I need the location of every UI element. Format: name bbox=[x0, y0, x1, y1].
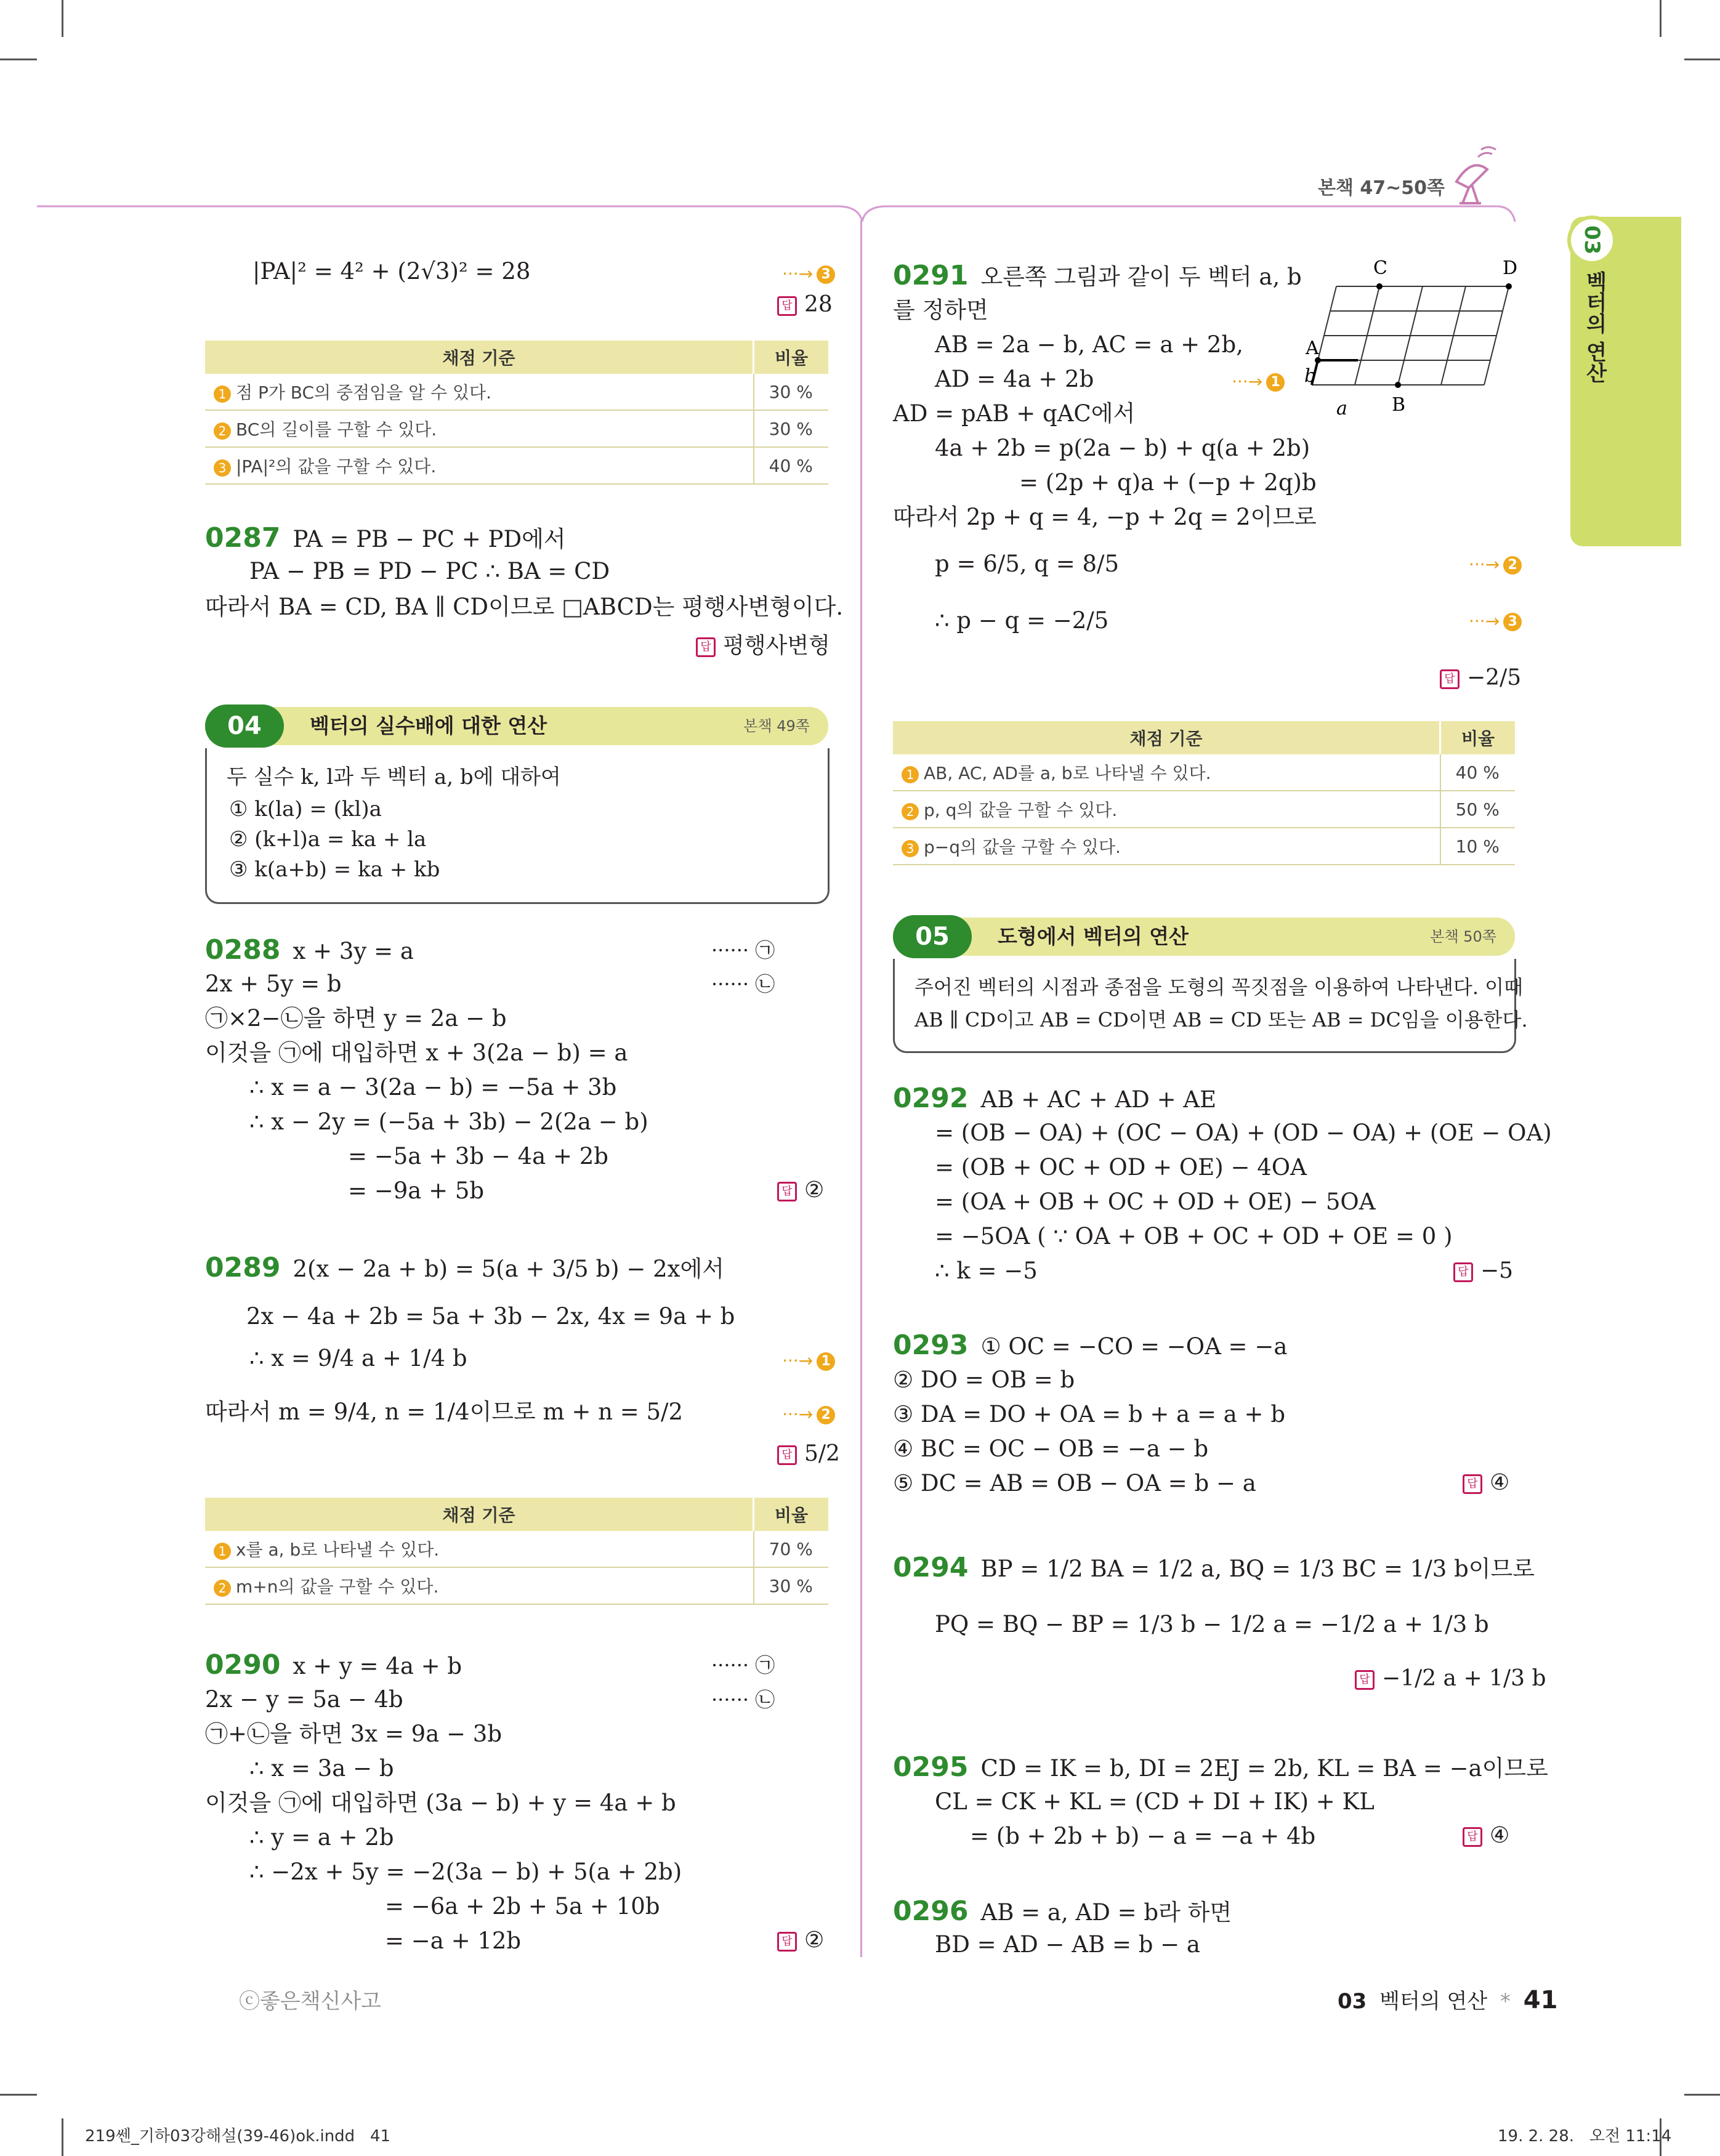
solution-line: ⑤ DC = AB = OB − OA = b − a bbox=[893, 1470, 1256, 1496]
concept-line: ③ k(a+b) = ka + kb bbox=[229, 857, 440, 882]
table-header-ratio: 비율 bbox=[754, 1498, 829, 1531]
answer: 답 −2/5 bbox=[1440, 665, 1521, 690]
score-mark: ···→ 2 bbox=[1469, 554, 1522, 575]
table-row: 2 m+n의 값을 구할 수 있다. 30 % bbox=[205, 1567, 828, 1604]
solution-line: |PA|² = 4² + (2√3)² = 28 bbox=[252, 258, 531, 285]
type-title: 도형에서 벡터의 연산 bbox=[998, 924, 1189, 948]
solution-line: = −9a + 5b bbox=[348, 1177, 485, 1204]
scoring-table bbox=[205, 1498, 828, 1605]
score-mark: ···→ 1 bbox=[782, 1351, 835, 1371]
solution-line: 4a + 2b = p(2a − b) + q(a + 2b) bbox=[935, 435, 1310, 461]
answer: 답 평행사변형 bbox=[696, 628, 830, 660]
type-page-ref: 본책 50쪽 bbox=[1430, 928, 1496, 945]
solution-line: 이것을 ㉠에 대입하면 (3a − b) + y = 4a + b bbox=[205, 1790, 676, 1816]
solution-line: = (b + 2b + b) − a = −a + 4b bbox=[970, 1823, 1316, 1849]
problem-0288: 0288 x + 3y = a bbox=[205, 934, 414, 966]
type-badge: 05 bbox=[893, 915, 972, 958]
solution-line: = −5a + 3b − 4a + 2b bbox=[348, 1143, 608, 1169]
answer: 답 −5 bbox=[1453, 1258, 1513, 1283]
solution-line: 2x − 4a + 2b = 5a + 3b − 2x, 4x = 9a + b bbox=[246, 1303, 735, 1330]
table-header-criteria: 채점 기준 bbox=[205, 341, 754, 374]
solution-line: ∴ −2x + 5y = −2(3a − b) + 5(a + 2b) bbox=[249, 1859, 682, 1885]
solution-line: 2x + 5y = b bbox=[205, 971, 342, 997]
crop-mark bbox=[1684, 59, 1720, 60]
type-badge: 04 bbox=[205, 705, 284, 748]
chapter-side-title: 벡터의 연산 bbox=[1582, 271, 1607, 383]
crop-mark bbox=[0, 59, 37, 60]
solution-line: ② DO = OB = b bbox=[893, 1367, 1075, 1393]
problem-0296: 0296 AB = a, AD = b라 하면 bbox=[893, 1896, 1232, 1927]
solution-line: BD = AD − AB = b − a bbox=[935, 1931, 1200, 1958]
figure-label: B bbox=[1392, 394, 1406, 416]
answer: 답 ④ bbox=[1463, 1823, 1509, 1848]
solution-line: ㉠+㉡을 하면 3x = 9a − 3b bbox=[205, 1721, 503, 1747]
column-divider bbox=[860, 220, 862, 1957]
crop-mark bbox=[0, 2094, 37, 2096]
type-banner-04 bbox=[205, 707, 828, 745]
type-title: 벡터의 실수배에 대한 연산 bbox=[310, 714, 547, 738]
table-row: 3 |PA|²의 값을 구할 수 있다. 40 % bbox=[205, 447, 828, 484]
solution-line: p = 6/5, q = 8/5 bbox=[935, 551, 1120, 577]
figure-label: A bbox=[1306, 337, 1319, 359]
table-header-ratio: 비율 bbox=[754, 341, 829, 374]
problem-0293: 0293 ① OC = −CO = −OA = −a bbox=[893, 1330, 1288, 1361]
table-row: 3 p−q의 값을 구할 수 있다. 10 % bbox=[893, 828, 1515, 865]
solution-line: ㉠×2−㉡을 하면 y = 2a − b bbox=[205, 1005, 507, 1032]
page-number: 41 bbox=[1523, 1986, 1558, 2014]
solution-line: ④ BC = OC − OB = −a − b bbox=[893, 1435, 1209, 1462]
solution-line: PA − PB = PD − PC ∴ BA = CD bbox=[249, 558, 610, 584]
solution-line: PQ = BQ − BP = 1/3 b − 1/2 a = −1/2 a + 1/3 b bbox=[935, 1611, 1489, 1637]
vector-grid-figure bbox=[1306, 256, 1527, 428]
answer: 답 ④ bbox=[1463, 1470, 1509, 1495]
solution-line: ∴ x = 9/4 a + 1/4 b bbox=[249, 1345, 467, 1371]
answer: 답 ② bbox=[777, 1928, 824, 1953]
concept-line: ① k(la) = (kl)a bbox=[229, 797, 382, 822]
table-header-ratio: 비율 bbox=[1440, 721, 1516, 754]
solution-line: = (OB + OC + OD + OE) − 4OA bbox=[935, 1154, 1307, 1181]
problem-0292: 0292 AB + AC + AD + AE bbox=[893, 1083, 1217, 1114]
figure-label: a bbox=[1336, 398, 1347, 419]
solution-line: = −5OA ( ∵ OA + OB + OC + OD + OE = 0 ) bbox=[935, 1223, 1453, 1250]
solution-line: CL = CK + KL = (CD + DI + IK) + KL bbox=[935, 1788, 1375, 1815]
header-rule bbox=[37, 197, 1521, 222]
concept-line: AB ∥ CD이고 AB = CD이면 AB = CD 또는 AB = DC임을 이용한다. bbox=[915, 1008, 1528, 1032]
solution-line: = (2p + q)a + (−p + 2q)b bbox=[1019, 469, 1317, 496]
problem-0291: 0291 오른쪽 그림과 같이 두 벡터 a, b bbox=[893, 260, 1302, 291]
solution-line: AD = pAB + qAC에서 bbox=[893, 400, 1136, 427]
solution-line: = −6a + 2b + 5a + 10b bbox=[385, 1893, 660, 1920]
table-row: 2 p, q의 값을 구할 수 있다. 50 % bbox=[893, 791, 1515, 828]
solution-line: = (OA + OB + OC + OD + OE) − 5OA bbox=[935, 1189, 1376, 1215]
table-row: 1 점 P가 BC의 중점임을 알 수 있다. 30 % bbox=[205, 374, 828, 410]
answer: 답 28 bbox=[777, 292, 833, 317]
crop-mark bbox=[62, 0, 63, 37]
copyright: ⓒ좋은책신사고 bbox=[239, 1989, 382, 2014]
problem-0295: 0295 CD = IK = b, DI = 2EJ = 2b, KL = BA = −a이므로 bbox=[893, 1751, 1548, 1783]
crop-mark bbox=[62, 2118, 63, 2156]
solution-line: ∴ x − 2y = (−5a + 3b) − 2(2a − b) bbox=[249, 1108, 648, 1135]
figure-label: b bbox=[1304, 365, 1317, 387]
equation-tag: ······ ㉡ bbox=[711, 1688, 775, 1711]
page-range: 본책 47~50쪽 bbox=[1318, 177, 1445, 199]
solution-line: 따라서 m = 9/4, n = 1/4이므로 m + n = 5/2 bbox=[205, 1399, 684, 1425]
scoring-table bbox=[205, 341, 828, 485]
concept-line: 두 실수 k, l과 두 벡터 a, b에 대하여 bbox=[227, 765, 561, 789]
table-header-criteria: 채점 기준 bbox=[893, 721, 1440, 754]
crop-mark bbox=[1684, 2094, 1720, 2096]
date-slug: 19. 2. 28. 오전 11:14 bbox=[1498, 2127, 1672, 2146]
table-header-criteria: 채점 기준 bbox=[205, 1498, 754, 1531]
concept-line: 주어진 벡터의 시점과 종점을 도형의 꼭짓점을 이용하여 나타낸다. 이때 bbox=[915, 975, 1523, 999]
solution-line: AB = 2a − b, AC = a + 2b, bbox=[935, 331, 1243, 358]
problem-0294: 0294 BP = 1/2 BA = 1/2 a, BQ = 1/3 BC = 1/3 b이므로 bbox=[893, 1552, 1535, 1583]
solution-line: ③ DA = DO + OA = b + a = a + b bbox=[893, 1401, 1286, 1427]
solution-line: AD = 4a + 2b bbox=[935, 366, 1094, 392]
answer: 답 ② bbox=[777, 1177, 824, 1203]
equation-tag: ······ ㉠ bbox=[711, 1653, 775, 1677]
type-banner-05 bbox=[893, 918, 1515, 956]
score-mark: ···→ 1 bbox=[1232, 371, 1285, 392]
equation-tag: ······ ㉠ bbox=[711, 939, 775, 962]
equation-tag: ······ ㉡ bbox=[711, 972, 775, 996]
footer-dot: * bbox=[1500, 1989, 1511, 2014]
footer-title: 벡터의 연산 bbox=[1379, 1989, 1488, 2014]
solution-line: = (OB − OA) + (OC − OA) + (OD − OA) + (OE − OA) bbox=[935, 1120, 1552, 1146]
problem-0290: 0290 x + y = 4a + b bbox=[205, 1649, 462, 1681]
chapter-number-badge: 03 bbox=[1567, 216, 1617, 265]
solution-line: = −a + 12b bbox=[385, 1928, 522, 1954]
score-mark: ···→ 3 bbox=[1469, 611, 1522, 631]
score-mark: ···→ 2 bbox=[782, 1404, 835, 1424]
problem-0289: 0289 2(x − 2a + b) = 5(a + 3/5 b) − 2x에서 bbox=[205, 1252, 725, 1283]
table-row: 2 BC의 길이를 구할 수 있다. 30 % bbox=[205, 410, 828, 447]
crop-mark bbox=[1660, 0, 1661, 37]
file-slug: 219쎈_기하03강해설(39-46)ok.indd 41 bbox=[85, 2127, 391, 2146]
answer: 답 5/2 bbox=[777, 1441, 840, 1466]
page-footer bbox=[1338, 1984, 1557, 2014]
solution-line: ∴ x = a − 3(2a − b) = −5a + 3b bbox=[249, 1074, 617, 1100]
solution-line: ∴ p − q = −2/5 bbox=[935, 607, 1109, 634]
problem-0287: 0287 PA = PB − PC + PD에서 bbox=[205, 522, 566, 554]
solution-line: 이것을 ㉠에 대입하면 x + 3(2a − b) = a bbox=[205, 1040, 628, 1066]
score-mark: ···→ 3 bbox=[782, 264, 835, 284]
figure-label: C bbox=[1373, 257, 1387, 279]
solution-line: ∴ k = −5 bbox=[935, 1258, 1038, 1284]
solution-line: 2x − y = 5a − 4b bbox=[205, 1686, 403, 1713]
solution-line: 따라서 2p + q = 4, −p + 2q = 2이므로 bbox=[893, 504, 1317, 530]
table-row: 1 x를 a, b로 나타낼 수 있다. 70 % bbox=[205, 1531, 828, 1567]
footer-chapter: 03 bbox=[1338, 1989, 1367, 2014]
concept-line: ② (k+l)a = ka + la bbox=[229, 827, 427, 852]
solution-line: 따라서 BA = CD, BA ∥ CD이므로 □ABCD는 평행사변형이다. bbox=[205, 594, 844, 620]
table-row: 1 AB, AC, AD를 a, b로 나타낼 수 있다. 40 % bbox=[893, 754, 1515, 791]
solution-line: ∴ x = 3a − b bbox=[249, 1755, 394, 1782]
answer: 답 −1/2 a + 1/3 b bbox=[1355, 1666, 1546, 1691]
type-page-ref: 본책 49쪽 bbox=[743, 717, 810, 735]
figure-label: D bbox=[1503, 257, 1518, 279]
solution-line: 를 정하면 bbox=[893, 297, 988, 323]
scoring-table bbox=[893, 721, 1515, 865]
solution-line: ∴ y = a + 2b bbox=[249, 1824, 394, 1851]
